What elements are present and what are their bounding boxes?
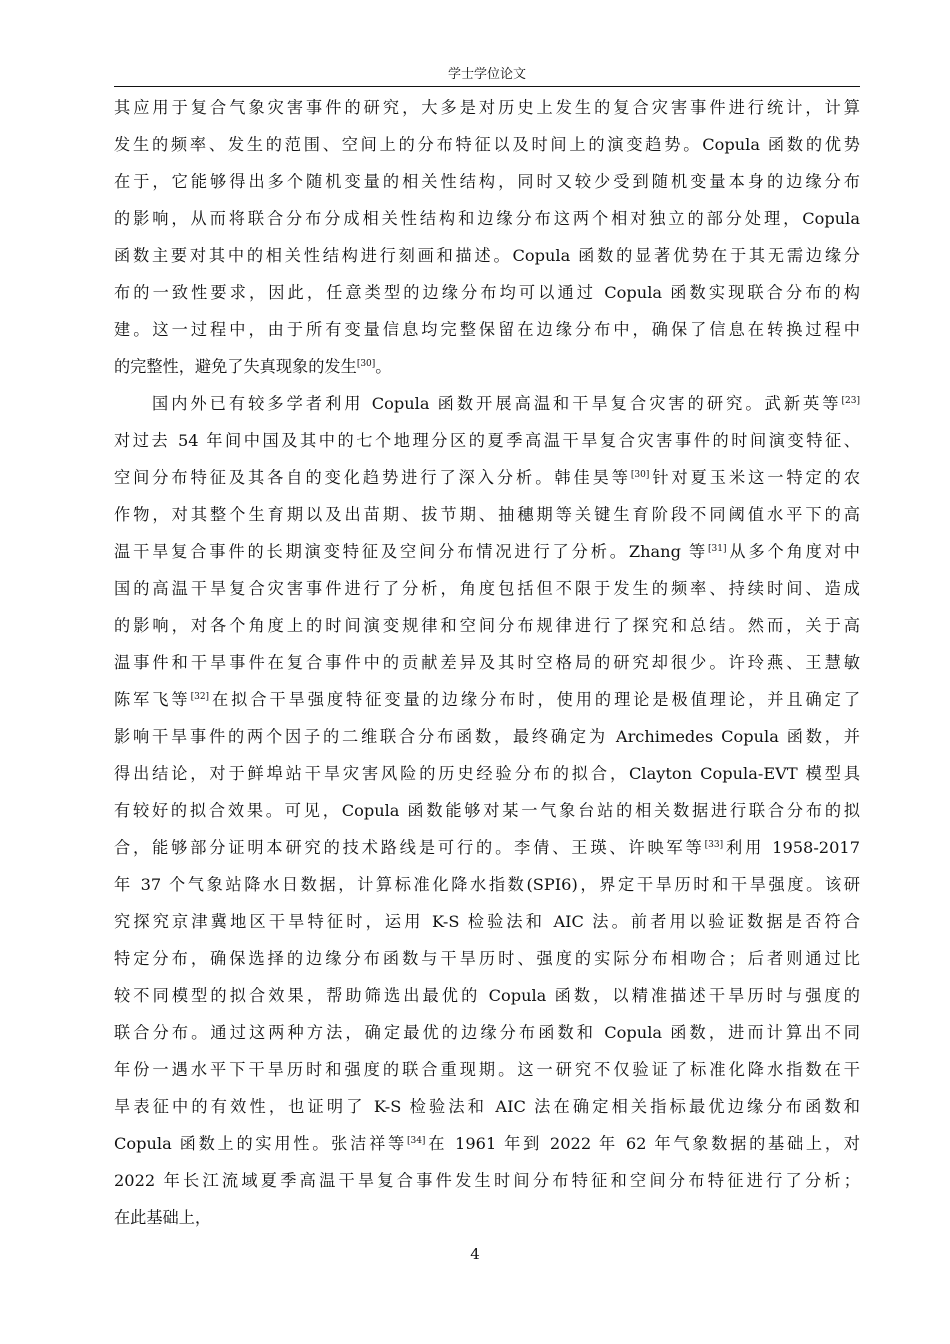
text-line: 影响干旱事件的两个因子的二维联合分布函数，最终确定为 Archimedes Copula 函数，并 [114, 727, 860, 746]
text-line: 陈军飞等[32]在拟合干旱强度特征变量的边缘分布时，使用的理论是极值理论，并且确定了 [114, 690, 860, 709]
text-line: 的影响，从而将联合分布分成相关性结构和边缘分布这两个相对独立的部分处理，Copula [114, 209, 860, 228]
page-number: 4 [470, 1245, 480, 1263]
text-line: 温干旱复合事件的长期演变特征及空间分布情况进行了分析。Zhang 等[31]从多个角度对中 [114, 542, 860, 561]
text-line: 建。这一过程中，由于所有变量信息均完整保留在边缘分布中，确保了信息在转换过程中 [114, 320, 860, 339]
text-line: 国的高温干旱复合灾害事件进行了分析，角度包括但不限于发生的频率、持续时间、造成 [114, 579, 860, 598]
text-line: 空间分布特征及其各自的变化趋势进行了深入分析。韩佳昊等[30]针对夏玉米这一特定的农 [114, 468, 860, 487]
text-line: 作物，对其整个生育期以及出苗期、拔节期、抽穗期等关键生育阶段不同阈值水平下的高 [114, 505, 860, 524]
text-line: 发生的频率、发生的范围、空间上的分布特征以及时间上的演变趋势。Copula 函数的优势 [114, 135, 860, 154]
text-line: 得出结论，对于鲜埠站干旱灾害风险的历史经验分布的拟合，Clayton Copula-EVT 模型具 [114, 764, 860, 783]
text-line: 对过去 54 年间中国及其中的七个地理分区的夏季高温干旱复合灾害事件的时间演变特征、 [114, 431, 860, 450]
text-line: 旱表征中的有效性，也证明了 K-S 检验法和 AIC 法在确定相关指标最优边缘分布函数和 [114, 1097, 860, 1116]
text-line: 国内外已有较多学者利用 Copula 函数开展高温和干旱复合灾害的研究。武新英等[23] [152, 394, 860, 413]
text-line: 温事件和干旱事件在复合事件中的贡献差异及其时空格局的研究却很少。许玲燕、王慧敏 [114, 653, 860, 672]
text-line: 较不同模型的拟合效果，帮助筛选出最优的 Copula 函数，以精准描述干旱历时与强度的 [114, 986, 860, 1005]
text-line: 2022 年长江流域夏季高温干旱复合事件发生时间分布特征和空间分布特征进行了分析； [114, 1171, 860, 1190]
citation-ref: [31] [708, 544, 727, 554]
text-line: 年 37 个气象站降水日数据，计算标准化降水指数(SPI6)，界定干旱历时和干旱强度。该研 [114, 875, 860, 894]
text-line: 合，能够部分证明本研究的技术路线是可行的。李倩、王瑛、许映军等[33]利用 1958-2017 [114, 838, 860, 857]
citation-ref: [23] [841, 396, 860, 406]
citation-ref: [33] [704, 840, 724, 850]
text-line: 究探究京津冀地区干旱特征时，运用 K-S 检验法和 AIC 法。前者用以验证数据是否符合 [114, 912, 860, 931]
text-line: 有较好的拟合效果。可见，Copula 函数能够对某一气象台站的相关数据进行联合分布的拟 [114, 801, 860, 820]
text-line: 年份一遇水平下干旱历时和强度的联合重现期。这一研究不仅验证了标准化降水指数在干 [114, 1060, 860, 1079]
text-line: 的影响，对各个角度上的时间演变规律和空间分布规律进行了探究和总结。然而，关于高 [114, 616, 860, 635]
header-title: 学士学位论文 [447, 67, 526, 82]
citation-ref: [32] [190, 692, 210, 702]
text-line: 在于，它能够得出多个随机变量的相关性结构，同时又较少受到随机变量本身的边缘分布 [114, 172, 860, 191]
text-line: 其应用于复合气象灾害事件的研究，大多是对历史上发生的复合灾害事件进行统计，计算 [114, 98, 860, 117]
text-line: 布的一致性要求，因此，任意类型的边缘分布均可以通过 Copula 函数实现联合分布的构 [114, 283, 860, 302]
citation-ref: [34] [406, 1136, 426, 1146]
text-line: Copula 函数上的实用性。张洁祥等[34]在 1961 年到 2022 年 62 年气象数据的基础上，对 [114, 1134, 860, 1153]
text-line: 在此基础上， [114, 1208, 212, 1227]
citation-ref: [30] [630, 470, 650, 480]
text-line: 联合分布。通过这两种方法，确定最优的边缘分布函数和 Copula 函数，进而计算出不同 [114, 1023, 860, 1042]
page-header [114, 64, 860, 87]
text-line: 特定分布，确保选择的边缘分布函数与干旱历时、强度的实际分布相吻合；后者则通过比 [114, 949, 860, 968]
text-line: 的完整性，避免了失真现象的发生[30]。 [114, 357, 392, 376]
citation-ref: [30] [356, 359, 376, 369]
text-line: 函数主要对其中的相关性结构进行刻画和描述。Copula 函数的显著优势在于其无需边缘分 [114, 246, 860, 265]
body-text [114, 89, 860, 1236]
